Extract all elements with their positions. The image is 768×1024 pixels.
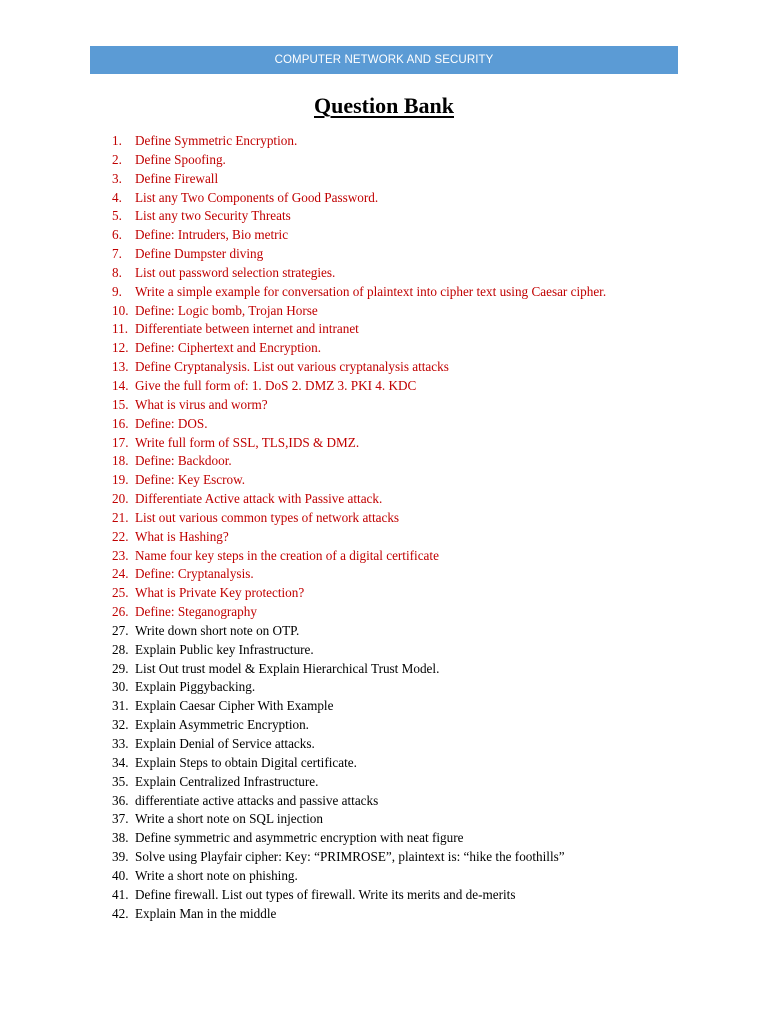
question-text: Define Spoofing. <box>135 151 226 167</box>
question-text: Define: Backdoor. <box>135 453 232 469</box>
page-title: Question Bank <box>314 93 454 118</box>
question-item <box>112 792 606 811</box>
question-text: Differentiate Active attack with Passive attack. <box>135 491 383 507</box>
question-text: Explain Asymmetric Encryption. <box>135 717 309 733</box>
question-number: 40. <box>112 867 129 883</box>
question-text: What is virus and worm? <box>135 396 268 412</box>
question-text: Define firewall. List out types of firewall. Write its merits and de-merits <box>135 886 516 902</box>
question-number: 4. <box>112 189 122 205</box>
question-number: 9. <box>112 283 122 299</box>
question-item <box>112 678 606 697</box>
question-item <box>112 471 606 490</box>
question-number: 26. <box>112 604 129 620</box>
header-label: COMPUTER NETWORK AND SECURITY <box>274 54 494 66</box>
question-number: 31. <box>112 698 129 714</box>
question-text: Define Firewall <box>135 170 219 186</box>
question-item <box>112 773 606 792</box>
question-number: 5. <box>112 208 122 224</box>
question-text: Define symmetric and asymmetric encryption with neat figure <box>135 830 464 846</box>
question-item <box>112 339 606 358</box>
question-text: Explain Public key Infrastructure. <box>135 641 314 657</box>
question-item <box>112 810 606 829</box>
question-text: Define: Logic bomb, Trojan Horse <box>135 302 318 318</box>
question-text: Write down short note on OTP. <box>135 622 300 638</box>
question-item <box>112 754 606 773</box>
question-number: 8. <box>112 264 122 280</box>
question-text: Define: Ciphertext and Encryption. <box>135 340 322 356</box>
question-item <box>112 434 606 453</box>
question-number: 42. <box>112 905 129 921</box>
question-item <box>112 905 606 924</box>
question-text: Define: Steganography <box>135 604 257 620</box>
question-text: Explain Steps to obtain Digital certificate. <box>135 754 357 770</box>
question-number: 41. <box>112 886 129 902</box>
question-item <box>112 697 606 716</box>
question-item <box>112 189 606 208</box>
question-text: Solve using Playfair cipher: Key: “PRIMROSE”, plaintext is: “hike the foothills” <box>135 849 565 865</box>
question-text: Write full form of SSL, TLS,IDS & DMZ. <box>135 434 360 450</box>
question-item <box>112 207 606 226</box>
question-number: 15. <box>112 396 129 412</box>
question-number: 34. <box>112 754 129 770</box>
question-text: List Out trust model & Explain Hierarchical Trust Model. <box>135 660 440 676</box>
question-item <box>112 283 606 302</box>
question-text: Write a short note on SQL injection <box>135 811 323 827</box>
question-text: Differentiate between internet and intranet <box>135 321 359 337</box>
question-item <box>112 829 606 848</box>
question-text: Give the full form of: 1. DoS 2. DMZ 3. PKI 4. KDC <box>135 377 417 393</box>
question-number: 17. <box>112 434 129 450</box>
question-text: Define: Cryptanalysis. <box>135 566 254 582</box>
question-item <box>112 226 606 245</box>
question-item <box>112 584 606 603</box>
question-item <box>112 302 606 321</box>
question-number: 20. <box>112 491 129 507</box>
question-number: 14. <box>112 377 129 393</box>
question-text: Explain Piggybacking. <box>135 679 256 695</box>
question-text: Define: DOS. <box>135 415 208 431</box>
question-item <box>112 132 606 151</box>
question-number: 10. <box>112 302 129 318</box>
question-number: 36. <box>112 792 129 808</box>
question-text: What is Hashing? <box>135 528 229 544</box>
question-text: Define Cryptanalysis. List out various cryptanalysis attacks <box>135 359 449 375</box>
question-item <box>112 547 606 566</box>
question-number: 7. <box>112 246 122 262</box>
question-number: 2. <box>112 151 122 167</box>
question-text: Write a simple example for conversation of plaintext into cipher text using Caesar cipher. <box>135 283 607 299</box>
question-item <box>112 867 606 886</box>
question-number: 27. <box>112 622 129 638</box>
question-text: What is Private Key protection? <box>135 585 305 601</box>
question-number: 29. <box>112 660 129 676</box>
question-number: 6. <box>112 227 122 243</box>
question-item <box>112 735 606 754</box>
question-number: 24. <box>112 566 129 582</box>
question-text: Name four key steps in the creation of a digital certificate <box>135 547 439 563</box>
question-item <box>112 848 606 867</box>
question-item <box>112 452 606 471</box>
question-text: Define Symmetric Encryption. <box>135 133 298 148</box>
question-text: List out various common types of network attacks <box>135 509 400 525</box>
question-number: 30. <box>112 679 129 695</box>
question-text: Define: Intruders, Bio metric <box>135 227 289 243</box>
question-number: 23. <box>112 547 129 563</box>
question-number: 39. <box>112 849 129 865</box>
question-item <box>112 622 606 641</box>
header-bar <box>90 46 678 74</box>
question-item <box>112 509 606 528</box>
question-number: 12. <box>112 340 129 356</box>
question-item <box>112 245 606 264</box>
question-item <box>112 320 606 339</box>
question-item <box>112 528 606 547</box>
question-text: Explain Denial of Service attacks. <box>135 736 315 751</box>
question-item <box>112 886 606 905</box>
question-item <box>112 264 606 283</box>
question-text: List any Two Components of Good Password. <box>135 189 379 205</box>
question-item <box>112 490 606 509</box>
question-item <box>112 565 606 584</box>
question-item <box>112 660 606 679</box>
question-item <box>112 358 606 377</box>
question-text: Define Dumpster diving <box>135 246 264 262</box>
question-number: 28. <box>112 641 129 657</box>
question-number: 19. <box>112 472 129 488</box>
question-number: 13. <box>112 359 129 375</box>
question-list <box>112 132 606 923</box>
question-number: 3. <box>112 170 122 186</box>
question-number: 16. <box>112 415 129 431</box>
question-text: List any two Security Threats <box>135 208 291 224</box>
question-item <box>112 377 606 396</box>
question-item <box>112 641 606 660</box>
question-item <box>112 415 606 434</box>
question-number: 38. <box>112 830 129 846</box>
question-item <box>112 603 606 622</box>
question-number: 32. <box>112 717 129 733</box>
question-text: Explain Caesar Cipher With Example <box>135 698 334 714</box>
question-text: Explain Man in the middle <box>135 905 277 921</box>
question-item <box>112 170 606 189</box>
question-text: differentiate active attacks and passive attacks <box>135 792 379 808</box>
question-number: 25. <box>112 585 129 601</box>
question-number: 11. <box>112 321 128 337</box>
question-text: Define: Key Escrow. <box>135 472 246 488</box>
question-number: 1. <box>112 133 122 148</box>
question-text: List out password selection strategies. <box>135 264 336 280</box>
question-number: 37. <box>112 811 129 827</box>
question-number: 18. <box>112 453 129 469</box>
question-item <box>112 716 606 735</box>
question-text: Write a short note on phishing. <box>135 867 298 883</box>
question-text: Explain Centralized Infrastructure. <box>135 773 319 789</box>
question-item <box>112 396 606 415</box>
question-number: 22. <box>112 528 129 544</box>
question-item <box>112 151 606 170</box>
question-number: 35. <box>112 773 129 789</box>
question-number: 21. <box>112 509 129 525</box>
question-number: 33. <box>112 736 129 751</box>
